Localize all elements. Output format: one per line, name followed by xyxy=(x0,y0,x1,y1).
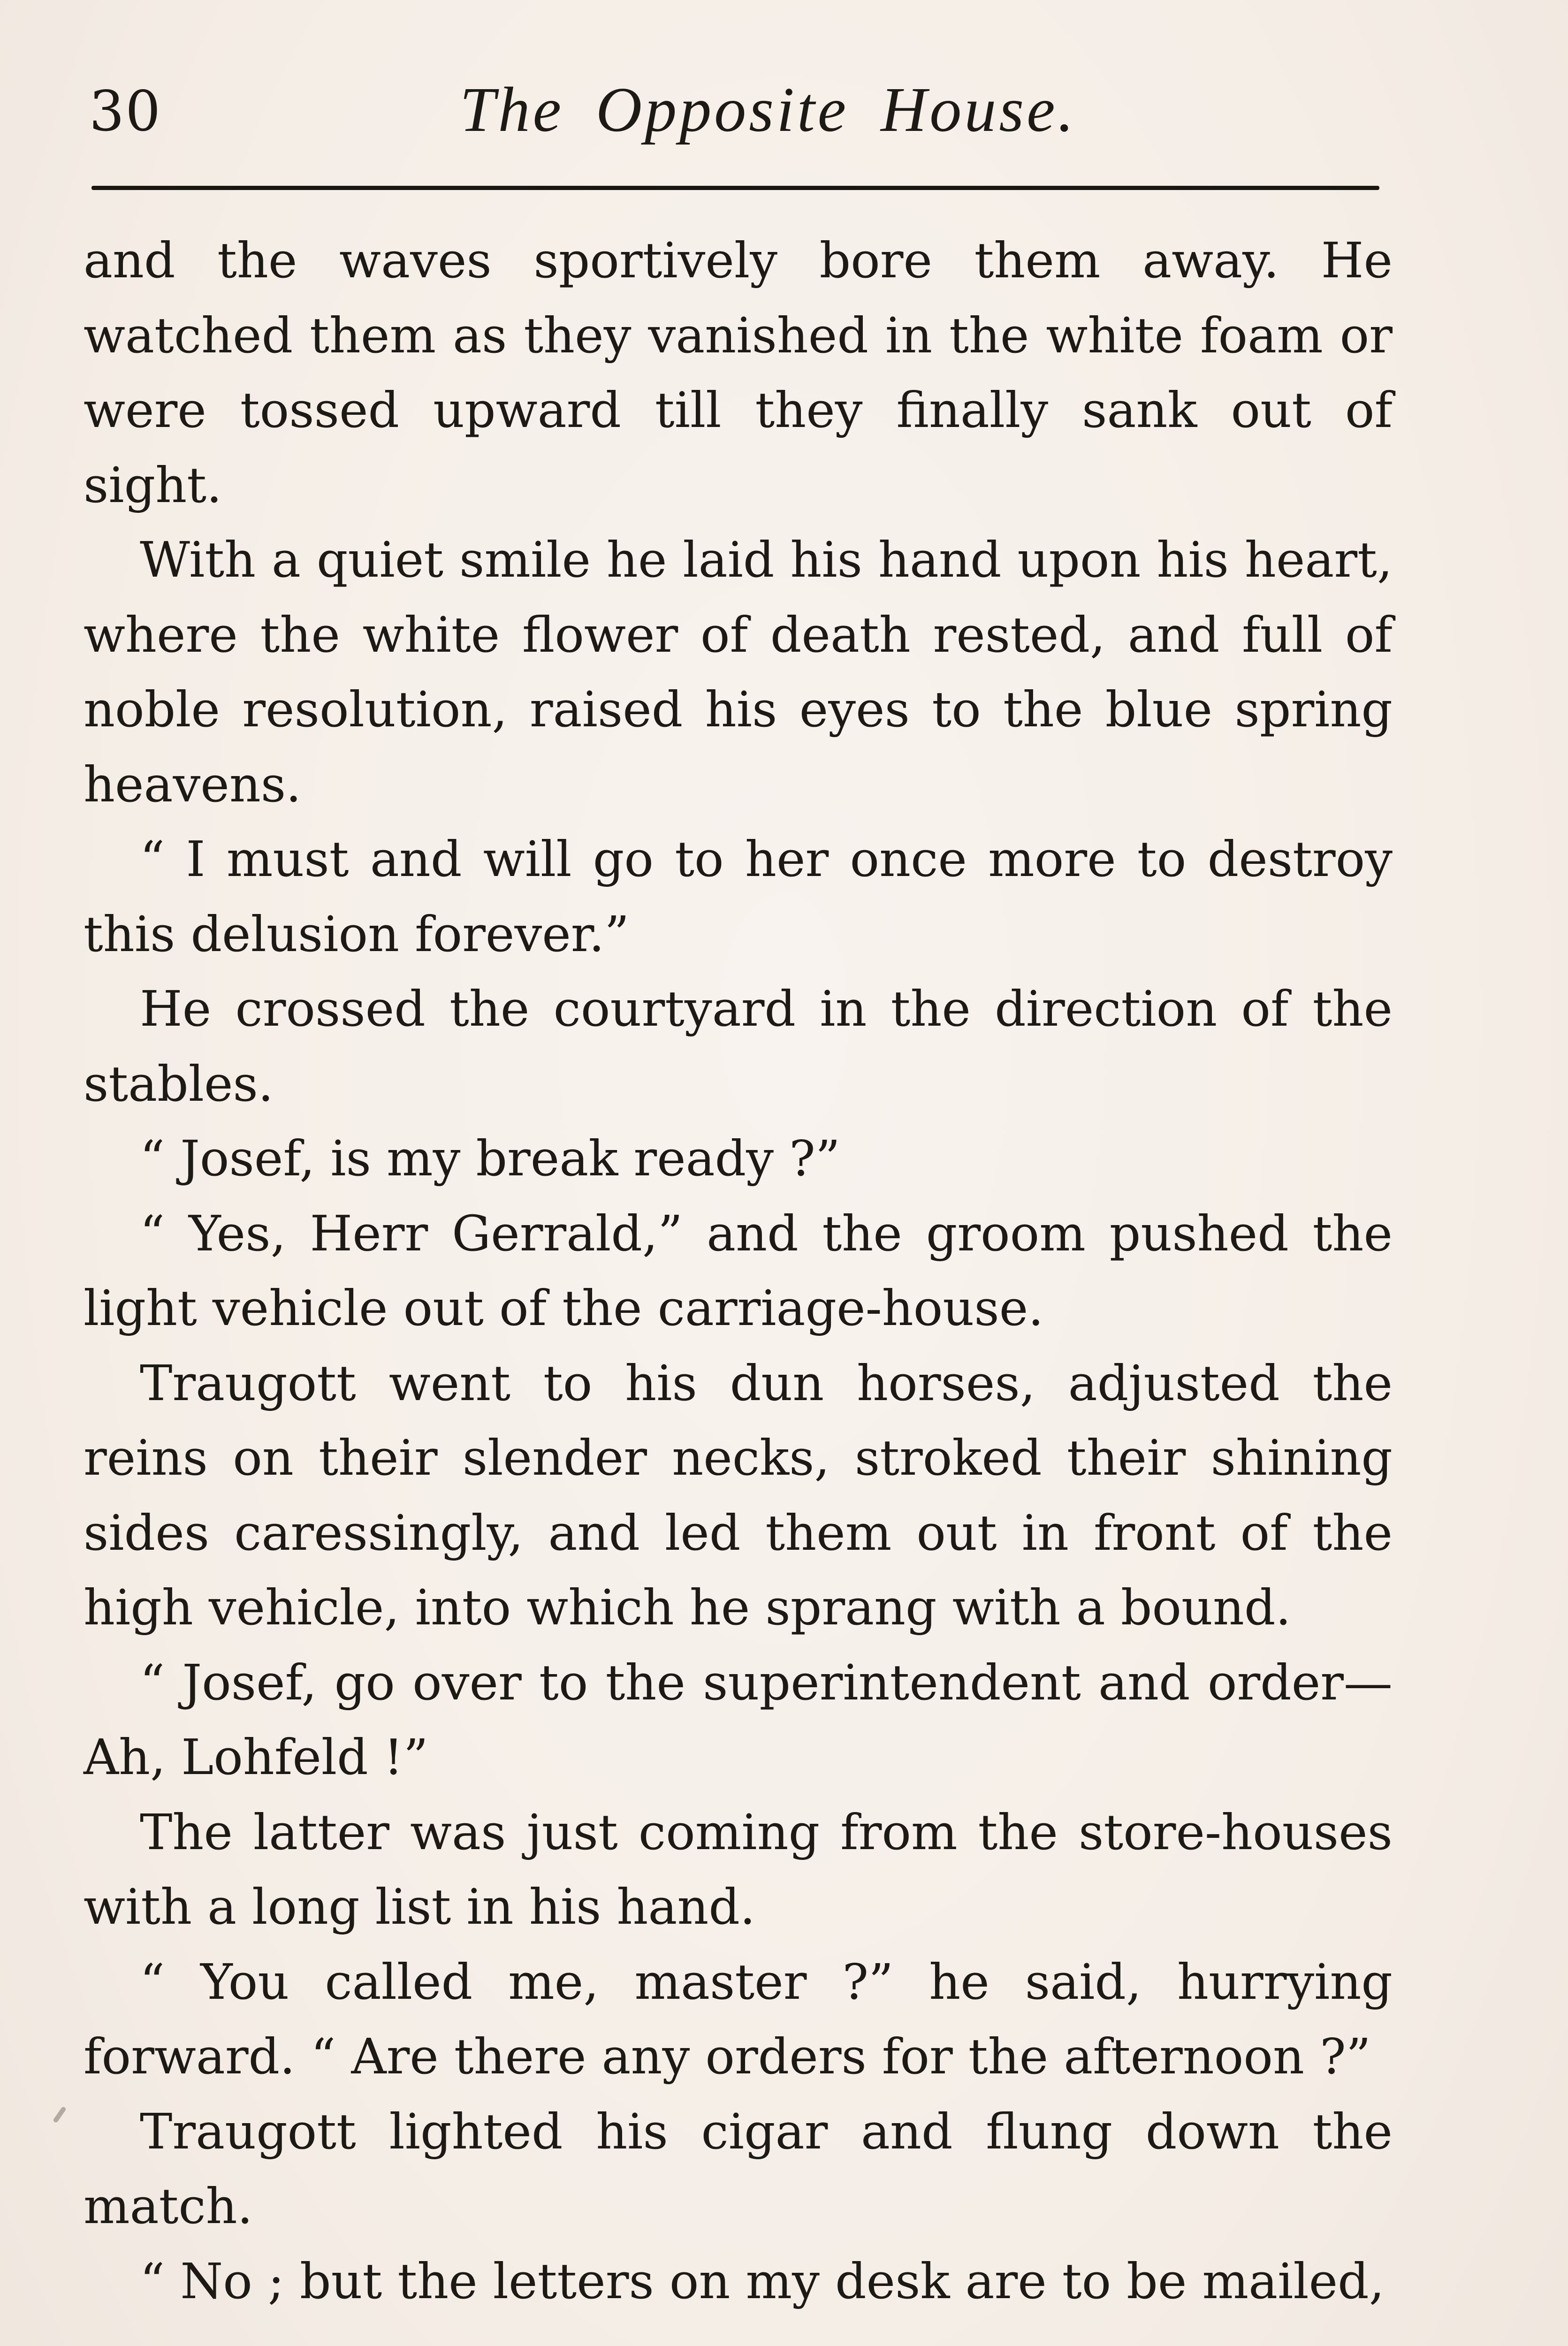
paragraph-7: Traugott went to his dun horses, adjusted the reins on their slender necks, stroked their shining sides caressingly, and led them out in front of the high vehicle, into which he sprang with a bound. xyxy=(84,1354,1393,1636)
header-rule xyxy=(91,186,1379,190)
paragraph-10: “ You called me, master ?” he said, hurrying forward. “ Are there any orders for the afternoon ?” xyxy=(84,1953,1393,2085)
stray-ink-mark xyxy=(53,2106,67,2124)
paragraph-4: He crossed the courtyard in the direction of the stables. xyxy=(84,980,1393,1112)
paragraph-9: The latter was just coming from the store-houses with a long list in his hand. xyxy=(84,1803,1393,1935)
paragraph-12: “ No ; but the letters on my desk are to be mailed, xyxy=(140,2252,1385,2310)
paragraph-6: “ Yes, Herr Gerrald,” and the groom pushed the light vehicle out of the carriage-house. xyxy=(84,1204,1393,1337)
paragraph-2: With a quiet smile he laid his hand upon his heart, where the white flower of death rested, and full of noble resolution, raised his eyes to the blue spring heavens. xyxy=(84,531,1393,813)
body-text xyxy=(84,223,1393,2319)
paragraph-1: and the waves sportively bore them away. He watched them as they vanished in the white foam or were tossed upward till they finally sank out of sight. xyxy=(84,232,1393,514)
page-number: 30 xyxy=(89,79,162,144)
paragraph-5: “ Josef, is my break ready ?” xyxy=(140,1130,840,1187)
page-header xyxy=(89,70,1393,145)
running-title: The Opposite House. xyxy=(460,75,1077,145)
paragraph-11: Traugott lighted his cigar and flung down the match. xyxy=(84,2102,1393,2235)
paragraph-3: “ I must and will go to her once more to destroy this delusion forever.” xyxy=(84,830,1393,963)
paragraph-8: “ Josef, go over to the superintendent and order— Ah, Lohfeld !” xyxy=(84,1653,1393,1786)
